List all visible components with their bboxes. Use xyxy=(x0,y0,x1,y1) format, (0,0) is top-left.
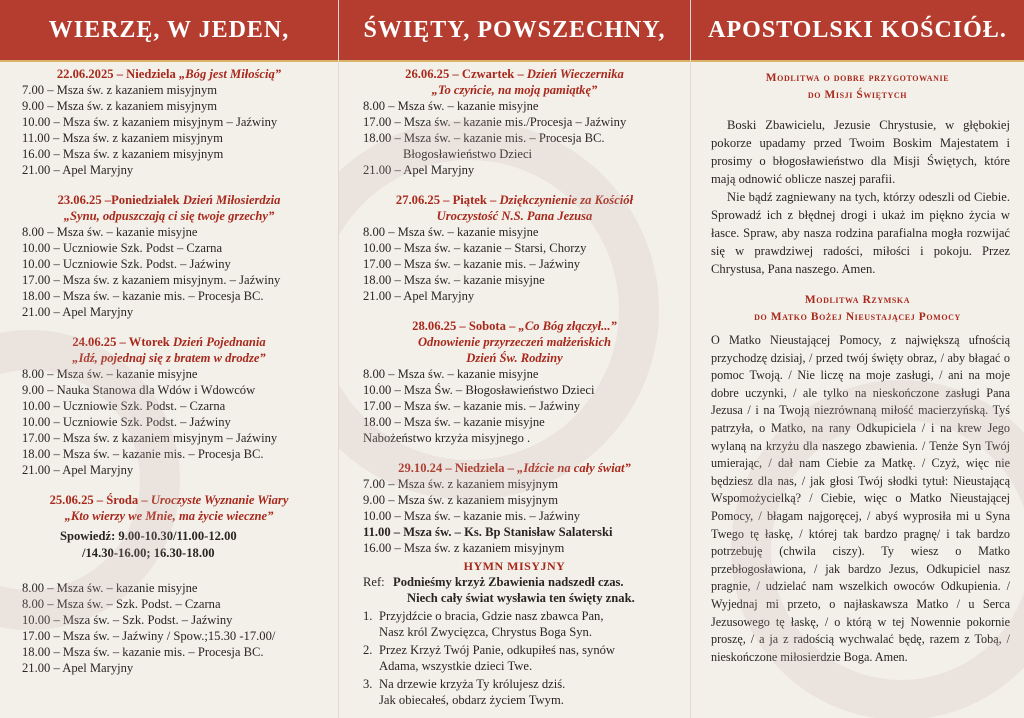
day-heading: 23.06.25 –Poniedziałek Dzień Miłosierdzia „Synu, odpuszczają ci się twoje grzechy” xyxy=(57,193,281,223)
schedule-line: Nabożeństwo krzyża misyjnego . xyxy=(363,431,531,445)
prayer-title: Modlitwa Rzymska do Matko Bożej Nieustającej Pomocy xyxy=(754,294,961,323)
schedule-line: 18.00 – Msza św. – kazanie mis. – Procesja BC. xyxy=(22,645,264,659)
schedule-line: 11.00 – Msza św. – Ks. Bp Stanisław Salaterski xyxy=(363,525,613,539)
schedule-line: 21.00 – Apel Maryjny xyxy=(22,305,134,319)
column-1 xyxy=(0,0,338,718)
day-block xyxy=(339,66,690,178)
day-heading: 26.06.25 – Czwartek – Dzień Wieczernika „To czyńcie, na moją pamiątkę” xyxy=(405,67,624,97)
day-block xyxy=(339,460,690,556)
hymn-verse: 1. Przyjdźcie o bracia, Gdzie nasz zbawca Pan, Nasz król Zwycięzca, Chrystus Boga Syn. xyxy=(363,609,604,639)
hymn-verse: 2. Przez Krzyż Twój Panie, odkupiłeś nas, synów Adama, wszystkie dzieci Twe. xyxy=(363,643,616,673)
prayer-block xyxy=(691,70,1024,278)
prayer-paragraph: Nie bądź zagniewany na tych, którzy odeszli od Ciebie. Sprowadź ich z błędnej drogi i ukaż im piękno życia w łasce. Spraw, aby nasza rodzina parafialna mogła rozwijać się w prawdziwej radości, miłości i pokoju. Przez Chrystusa, Pana naszego. Amen. xyxy=(711,190,1010,276)
day-block xyxy=(339,318,690,446)
column-2 xyxy=(338,0,690,718)
schedule-line: 8.00 – Msza św. – kazanie misyjne xyxy=(22,367,198,381)
schedule-line: 18.00 – Msza św. – kazanie mis. – Procesja BC. xyxy=(363,131,605,145)
schedule-line: 9.00 – Msza św. z kazaniem misyjnym xyxy=(22,99,218,113)
schedule-line: 16.00 – Msza św. z kazaniem misyjnym xyxy=(363,541,565,555)
schedule-line: 17.00 – Msza św. – Jaźwiny / Spow.;15.30 -17.00/ xyxy=(22,629,276,643)
schedule-line: 17.00 – Msza św. – kazanie mis. – Jaźwiny xyxy=(363,399,581,413)
day-heading: 27.06.25 – Piątek – Dziękczynienie za Kościół Uroczystość N.S. Pana Jezusa xyxy=(395,193,634,223)
column-header xyxy=(339,0,690,62)
schedule-line: 7.00 – Msza św. z kazaniem misyjnym xyxy=(22,83,218,97)
hymn xyxy=(339,558,690,708)
schedule-line: 8.00 – Msza św. – Szk. Podst. – Czarna xyxy=(22,597,221,611)
column-header-text: APOSTOLSKI KOŚCIÓŁ. xyxy=(708,16,1007,43)
schedule-line: 16.00 – Msza św. z kazaniem misyjnym xyxy=(22,147,224,161)
confession-hours: Spowiedź: 9.00-10.30/11.00-12.00 /14.30-16.00; 16.30-18.00 xyxy=(60,529,237,560)
column-3 xyxy=(690,0,1024,718)
schedule xyxy=(0,62,338,676)
schedule-line: 17.00 – Msza św. – kazanie mis./Procesja – Jaźwiny xyxy=(363,115,627,129)
prayers xyxy=(691,62,1024,666)
schedule-line: 21.00 – Apel Maryjny xyxy=(22,463,134,477)
day-block xyxy=(0,192,338,320)
day-block xyxy=(0,334,338,478)
schedule-line: 10.00 – Msza św. z kazaniem misyjnym – Jaźwiny xyxy=(22,115,278,129)
schedule-line: 17.00 – Msza św. z kazaniem misyjnym. – Jaźwiny xyxy=(22,273,281,287)
schedule-line: 8.00 – Msza św. – kazanie misyjne xyxy=(363,225,539,239)
schedule-line: 10.00 – Uczniowie Szk. Podst. – Jaźwiny xyxy=(22,257,231,271)
schedule-line: 10.00 – Uczniowie Szk. Podst – Czarna xyxy=(22,241,223,255)
schedule-line: 21.00 – Apel Maryjny xyxy=(363,163,475,177)
schedule-line: 17.00 – Msza św. z kazaniem misyjnym – Jaźwiny xyxy=(22,431,278,445)
day-heading: 25.06.25 – Środa – Uroczyste Wyznanie Wiary „Kto wierzy we Mnie, ma życie wieczne” xyxy=(49,493,289,523)
schedule-line: 18.00 – Msza św. – kazanie mis. – Procesja BC. xyxy=(22,289,264,303)
hymn-title: HYMN MISYJNY xyxy=(463,559,566,573)
schedule-line: 21.00 – Apel Maryjny xyxy=(22,163,134,177)
schedule-line: Błogosławieństwo Dzieci xyxy=(403,147,533,161)
schedule xyxy=(339,62,690,708)
day-heading: 29.10.24 – Niedziela – „Idźcie na cały świat” xyxy=(398,461,631,475)
schedule-line: 18.00 – Msza św. – kazanie misyjne xyxy=(363,273,545,287)
column-header xyxy=(691,0,1024,62)
schedule-line: 8.00 – Msza św. – kazanie misyjne xyxy=(22,581,198,595)
day-heading: 24.06.25 – Wtorek Dzień Pojednania „Idź, pojednaj się z bratem w drodze” xyxy=(72,335,266,365)
schedule-line: 10.00 – Msza św. – kazanie mis. – Jaźwiny xyxy=(363,509,581,523)
schedule-line: 10.00 – Msza Św. – Błogosławieństwo Dzieci xyxy=(363,383,595,397)
day-heading: 28.06.25 – Sobota – „Co Bóg złączył...” Odnowienie przyrzeczeń małżeńskich Dzień Św. Rodziny xyxy=(412,319,617,365)
column-header-text: ŚWIĘTY, POWSZECHNY, xyxy=(363,16,666,43)
schedule-line: 8.00 – Msza św. – kazanie misyjne xyxy=(363,99,539,113)
hymn-refrain: Ref: Podnieśmy krzyż Zbawienia nadszedł czas. Niech cały świat wysławia ten święty znak. xyxy=(363,575,635,605)
schedule-line: 10.00 – Uczniowie Szk. Podst. – Jaźwiny xyxy=(22,415,231,429)
schedule-line: 10.00 – Uczniowie Szk. Podst. – Czarna xyxy=(22,399,226,413)
schedule-line: 9.00 – Msza św. z kazaniem misyjnym xyxy=(363,493,559,507)
day-block xyxy=(0,492,338,676)
schedule-line: 9.00 – Nauka Stanowa dla Wdów i Wdowców xyxy=(22,383,256,397)
column-header xyxy=(0,0,338,62)
prayer-paragraph: Boski Zbawicielu, Jezusie Chrystusie, w głębokiej pokorze upadamy przed Twoim Boskim Majestatem i prosimy o błogosławieństwo dla Misji Świętych, które mają odnowić oblicze naszej parafii. xyxy=(711,118,1010,186)
schedule-line: 7.00 – Msza św. z kazaniem misyjnym xyxy=(363,477,559,491)
schedule-line: 18.00 – Msza św. – kazanie mis. – Procesja BC. xyxy=(22,447,264,461)
schedule-line: 10.00 – Msza św. – kazanie – Starsi, Chorzy xyxy=(363,241,587,255)
prayer-block xyxy=(691,292,1024,666)
schedule-line: 17.00 – Msza św. – kazanie mis. – Jaźwiny xyxy=(363,257,581,271)
column-header-text: WIERZĘ, W JEDEN, xyxy=(48,16,290,43)
schedule-line: 21.00 – Apel Maryjny xyxy=(363,289,475,303)
prayer-paragraph: O Matko Nieustającej Pomocy, z największą ufnością przychodzę dzisiaj, / przed twój święty obraz, / aby błagać o pomoc Twoją. / Nie liczę na moje zasługi, / ani na moje dobre uczynki, / ale tylko na nieskończone zasługi Pana Jezusa / i na Twoją niezrównaną miłość macierzyńską. Tyś patrzyła, o Matko, na rany Odkupiciela / i na krew Jego wylaną na krzyżu dla naszego zbawienia. / Tenże Syn Twój umierając, / dał nam Ciebie za Matkę. / Czyż, więc nie będziesz dla nas, / jak głosi Twój słodki tytuł: Nieustającą Wspomożycielką? / Ciebie, więc o Matko Nieustającej Pomocy, / błagam najgoręcej, / abyś wyprosiła mi u Syna Twego tę łaskę, / której tak bardzo pragnę/ i tak bardzo potrzebuję (chwila ciszy). Ty wiesz o Matko przebłogosławiona, / jak bardzo Jezus, Odkupiciel nasz pragnie, / udzielać nam wszelkich owoców Odkupienia. / Wyjednaj mi przeto, o najłaskawsza Matko / u Serca Jezusowego tę łaskę, / o którą w tej Nowennie pokornie proszę, / a ja z radością wychwalać będę, razem z Tobą, / nieskończone miłosierdzie Boga. Amen. xyxy=(711,333,1010,664)
day-block xyxy=(0,66,338,178)
day-block xyxy=(339,192,690,304)
schedule-line: 18.00 – Msza św. – kazanie misyjne xyxy=(363,415,545,429)
schedule-line: 8.00 – Msza św. – kazanie misyjne xyxy=(22,225,198,239)
hymn-verse: 3. Na drzewie krzyża Ty królujesz dziś. Jak obiecałeś, obdarz życiem Twym. xyxy=(363,677,566,707)
day-heading: 22.06.2025 – Niedziela „Bóg jest Miłością” xyxy=(56,67,282,81)
schedule-line: 8.00 – Msza św. – kazanie misyjne xyxy=(363,367,539,381)
schedule-line: 11.00 – Msza św. z kazaniem misyjnym xyxy=(22,131,223,145)
schedule-line: 10.00 – Msza św. – Szk. Podst. – Jaźwiny xyxy=(22,613,233,627)
schedule-line: 21.00 – Apel Maryjny xyxy=(22,661,134,675)
prayer-title: Modlitwa o dobre przygotowanie do Misji Świętych xyxy=(765,72,950,101)
